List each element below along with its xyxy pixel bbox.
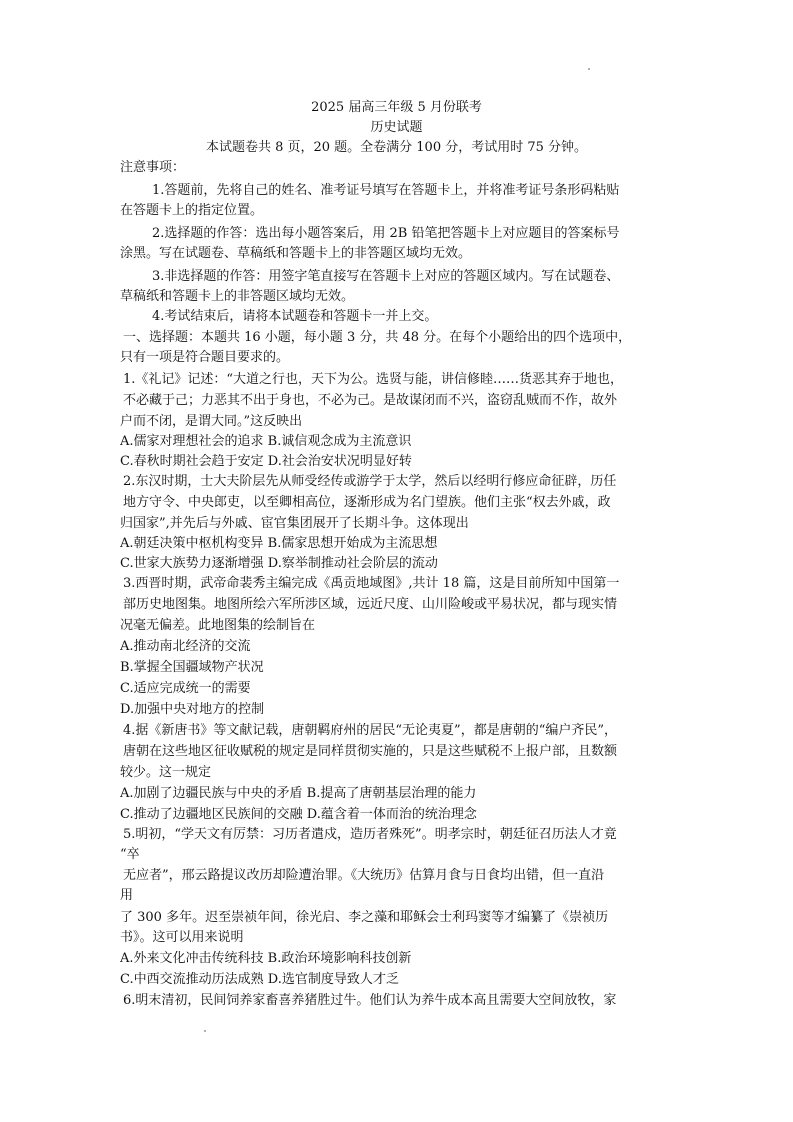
notice-line: 1.答题前，先将自己的姓名、准考证号填写在答题卡上，并将准考证号条形码粘贴 xyxy=(152,183,620,198)
question-text: 部历史地图集。地图所绘六军所涉区域，远近尺度、山川险峻或平易状况，都与现实情 xyxy=(123,597,618,612)
scan-speck xyxy=(588,68,590,70)
question-text: 不必藏于己；力恶其不出于身也，不必为己。是故谋闭而不兴，盗窃乱贼而不作，故外 xyxy=(123,393,618,408)
question-text: 归国家”,并先后与外戚、宦官集团展开了长期斗争。这体现出 xyxy=(120,516,469,531)
question-text: 3.西晋时期，武帝命裴秀主编完成《禹贡地域图》,共计 18 篇，这是目前所知中国第一 xyxy=(123,576,620,591)
answer-option: A.推动南北经济的交流 xyxy=(120,639,251,654)
section-heading: 一、选择题：本题共 16 小题，每小题 3 分，共 48 分。在每个小题给出的四个选项中， xyxy=(123,330,632,345)
question-text: 5.明初，“学天文有厉禁：习历者遣戍，造历者殊死”。明孝宗时，朝廷征召历法人才竟 xyxy=(123,827,617,842)
subject-title: 历史试题 xyxy=(370,120,423,135)
scan-speck xyxy=(204,1030,206,1032)
question-text: 地方守令、中央郎吏，以至卿相高位，逐渐形成为名门望族。他们主张“权去外戚，政 xyxy=(123,495,611,510)
answer-option: A.外来文化冲击传统科技 B.政治环境影响科技创新 xyxy=(120,951,412,966)
question-text: 用 xyxy=(120,888,134,903)
answer-option: C.春秋时期社会趋于安定 D.社会治安状况明显好转 xyxy=(120,454,412,469)
notice-line: 在答题卡上的指定位置。 xyxy=(120,203,264,218)
question-text: 无应者”，邢云路提议改历却险遭治罪。《大统历》估算月食与日食均出错，但一直沿 xyxy=(123,868,605,883)
notices-heading: 注意事项： xyxy=(120,160,186,175)
question-text: 4.据《新唐书》等文献记载，唐朝羁府州的居民“无论夷夏”，都是唐朝的“编户齐民”， xyxy=(123,723,617,738)
notice-line: 2.选择题的作答：选出每小题答案后，用 2B 铅笔把答题卡上对应题目的答案标号 xyxy=(152,226,620,241)
answer-option: A.儒家对理想社会的追求 B.诚信观念成为主流意识 xyxy=(120,434,412,449)
question-text: 2.东汉时期，士大夫阶层先从师受经传或游学于太学，然后以经明行修应命征辟，历任 xyxy=(123,474,617,489)
answer-option: D.加强中央对地方的控制 xyxy=(120,702,265,717)
answer-option: A.加剧了边疆民族与中央的矛盾 B.提高了唐朝基层治理的能力 xyxy=(120,786,477,801)
answer-option: B.掌握全国疆域物产状况 xyxy=(120,660,264,675)
section-heading: 只有一项是符合题目要求的。 xyxy=(120,350,290,365)
question-text: 唐朝在这些地区征收赋税的规定是同样贯彻实施的，只是这些赋税不上报户部，且数额 xyxy=(123,744,618,759)
exam-title: 2025 届高三年级 5 月份联考 xyxy=(311,100,482,115)
question-text: 6.明末清初，民间饲养家畜喜养猪胜过牛。他们认为养牛成本高且需要大空间放牧，家 xyxy=(123,993,617,1008)
exam-info: 本试题卷共 8 页，20 题。全卷满分 100 分，考试用时 75 分钟。 xyxy=(205,140,588,155)
answer-option: C.适应完成统一的需要 xyxy=(120,681,251,696)
question-text: 1.《礼记》记述：“大道之行也，天下为公。选贤与能，讲信修睦……货恶其弃于地也， xyxy=(123,372,624,387)
question-text: 况毫无偏差。此地图集的绘制旨在 xyxy=(120,618,316,633)
question-text: “卒 xyxy=(120,847,140,862)
question-text: 书》。这可以用来说明 xyxy=(120,930,244,945)
answer-option: C.推动了边疆地区民族间的交融 D.蕴含着一体而治的统治理念 xyxy=(120,807,477,822)
question-text: 较少。这一规定 xyxy=(120,765,212,780)
notice-line: 3.非选择题的作答：用签字笔直接写在答题卡上对应的答题区域内。写在试题卷、 xyxy=(152,269,620,284)
question-text: 了 300 多年。迟至崇祯年间，徐光启、李之藻和耶稣会士利玛窦等才编纂了《崇祯历 xyxy=(120,910,609,925)
notice-line: 4.考试结束后，请将本试题卷和答题卡一并上交。 xyxy=(152,309,438,324)
notice-line: 草稿纸和答题卡上的非答题区域均无效。 xyxy=(120,289,355,304)
question-text: 户而不闭，是谓大同。”这反映出 xyxy=(120,414,303,429)
notice-line: 涂黑。写在试题卷、草稿纸和答题卡上的非答题区域均无效。 xyxy=(120,246,472,261)
answer-option: C.世家大族势力逐渐增强 D.察举制推动社会阶层的流动 xyxy=(120,556,438,571)
answer-option: C.中西交流推动历法成熟 D.选官制度导致人才乏 xyxy=(120,972,399,987)
answer-option: A.朝廷决策中枢机构变异 B.儒家思想开始成为主流思想 xyxy=(120,536,438,551)
